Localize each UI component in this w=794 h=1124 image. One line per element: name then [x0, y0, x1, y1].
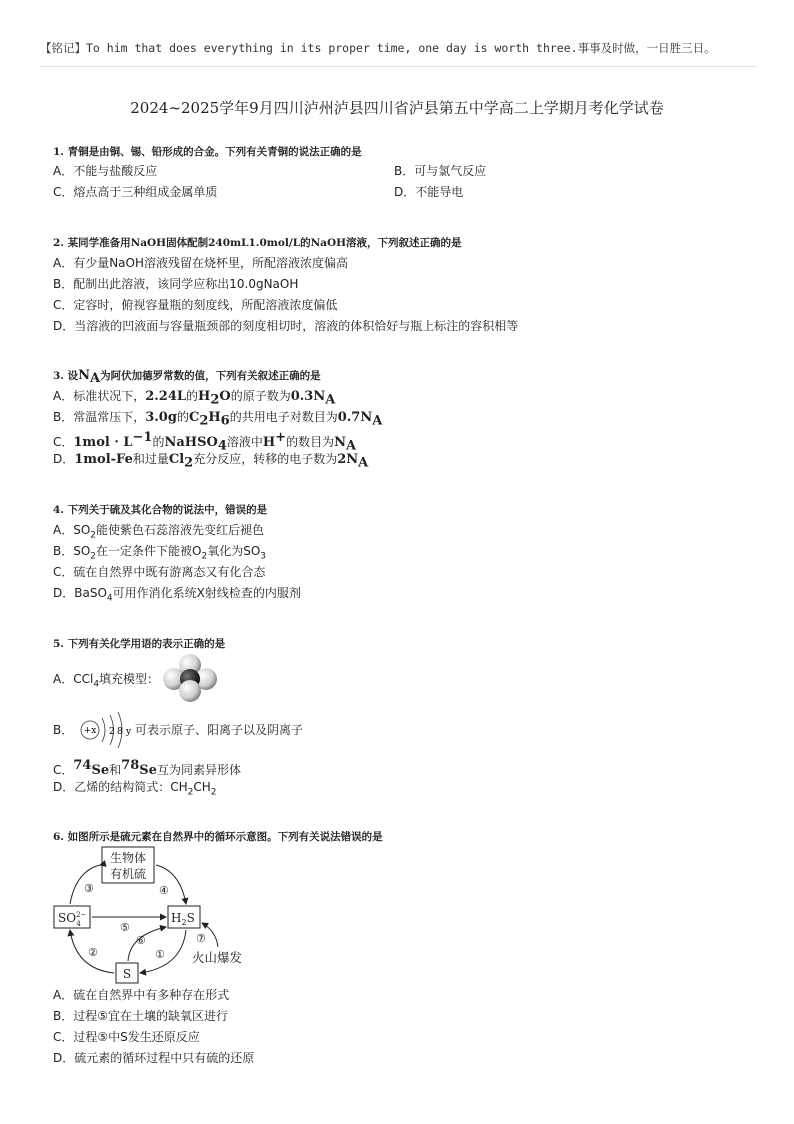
question-6-option-b: B．过程⑤宜在土壤的缺氧区进行: [53, 1009, 228, 1023]
q3-a-pre: A．标准状况下，: [53, 389, 146, 403]
question-4-option-c: C．硫在自然界中既有游离态又有化合态: [53, 565, 266, 579]
q4-a-sub: 2: [90, 530, 97, 541]
question-6-option-a: A．硫在自然界中有多种存在形式: [53, 988, 230, 1002]
q3-a-m3: O: [219, 389, 231, 404]
q3-d-mid: 和过量: [132, 452, 169, 466]
q3-a-mid2: 的原子数为: [230, 389, 291, 403]
label-6: ⑥: [136, 934, 146, 947]
q3-b-pre: B．常温常压下，: [53, 410, 146, 424]
question-5-option-a: [53, 671, 159, 692]
q3-b-mid: 的: [176, 410, 189, 424]
q3-c-m4: N: [334, 435, 346, 450]
q3-a-mid: 的: [186, 389, 199, 403]
q5-c-m2-sup: 78: [121, 758, 140, 773]
page-title: 2024~2025学年9月四川泸州泸县四川省泸县第五中学高二上学期月考化学试卷: [130, 99, 664, 117]
q3-a-m2: H: [198, 389, 211, 404]
q4-b-sub2: 2: [201, 551, 208, 562]
q3-c-m1-sup: −1: [132, 430, 153, 445]
q3-b-m1: 3.0g: [145, 410, 177, 425]
sulfate-so: SO: [58, 911, 77, 925]
question-3-stem: [53, 368, 321, 386]
box-organic-sulfur-line2: 有机硫: [109, 867, 147, 881]
question-5-option-c: [53, 758, 241, 779]
q3-a-m2-sub: 2: [210, 392, 220, 408]
q4-b-sub3: 3: [260, 551, 267, 562]
shell-1-electrons: 2: [109, 727, 115, 737]
q3-c-pre: C．: [53, 435, 74, 449]
q3-stem-pre: 3. 设: [53, 370, 79, 382]
question-6-option-d: D．硫元素的循环过程中只有硫的还原: [53, 1051, 255, 1065]
label-2: ②: [88, 946, 98, 959]
question-5-stem: 5. 下列有关化学用语的表示正确的是: [53, 638, 226, 650]
q4-a-post: 能使紫色石蕊溶液先变红后褪色: [96, 523, 265, 537]
atomic-structure-diagram: [78, 710, 136, 750]
q3-d-m2-sub: 2: [184, 455, 194, 471]
q4-b-mid: 在一定条件下能被O: [96, 544, 202, 558]
q3-d-pre: D．: [53, 452, 75, 466]
question-4-stem: 4. 下列关于硫及其化合物的说法中，错误的是: [53, 504, 268, 516]
ccl4-space-filling-model: [160, 653, 220, 703]
question-5-option-b-text: 可表示原子、阳离子以及阴离子: [135, 723, 304, 737]
h2s-h: H: [171, 911, 182, 925]
question-3-option-a: [53, 388, 335, 408]
header-divider: [40, 66, 756, 67]
nucleus-charge: +x: [83, 726, 97, 736]
question-6-option-c: C．过程⑤中S发生还原反应: [53, 1030, 200, 1044]
q3-c-m2-sub: 4: [217, 438, 227, 454]
q5-c-m2: Se: [139, 763, 157, 778]
shell-2-electrons: 8: [117, 727, 123, 737]
question-5-option-d: [53, 779, 217, 800]
q3-a-m1: 2.24L: [145, 389, 187, 404]
box-sulfur-label: S: [122, 967, 132, 981]
q3-d-m3: 2N: [337, 452, 359, 467]
q3-stem-na: N: [78, 368, 91, 383]
question-1-option-b: B．可与氯气反应: [394, 164, 487, 178]
question-3-option-b: [53, 409, 382, 429]
sulfur-cycle-diagram: [52, 843, 262, 988]
q3-c-m3-sup: +: [275, 430, 287, 445]
label-3: ③: [84, 882, 94, 895]
q5-d-mid: CH: [193, 780, 211, 794]
q3-c-m3: H: [262, 435, 276, 450]
motto-header: 【铭记】To him that does everything in its proper time, one day is worth three.事事及时做，一日胜三日。: [40, 41, 716, 55]
q4-d-post: 可用作消化系统X射线检查的内服剂: [112, 586, 301, 600]
q5-d-pre: D．乙烯的结构简式：CH: [53, 780, 188, 794]
shell-3-electrons: y: [126, 727, 132, 737]
question-2-option-c: C．定容时，俯视容量瓶的刻度线，所配溶液浓度偏低: [53, 298, 338, 312]
q4-b-pre: B．SO: [53, 544, 91, 558]
question-1-stem: 1. 青铜是由铜、锡、铅形成的合金。下列有关青铜的说法正确的是: [53, 146, 362, 158]
label-4: ④: [159, 884, 169, 897]
q3-c-mid2: 溶液中: [226, 435, 263, 449]
label-5: ⑤: [120, 921, 130, 934]
q3-b-m3: 0.7N: [337, 410, 373, 425]
h2s-s: S: [186, 911, 195, 925]
q5-c-post: 互为同素异形体: [156, 763, 241, 777]
label-1: ①: [155, 948, 165, 961]
q3-stem-post: 为阿伏加德罗常数的值，下列有关叙述正确的是: [100, 370, 321, 382]
q3-b-mid2: 的共用电子对数目为: [229, 410, 338, 424]
q3-d-m3-sub: A: [358, 455, 369, 471]
q3-c-m2: NaHSO: [164, 435, 218, 450]
question-1-option-a: A．不能与盐酸反应: [53, 164, 158, 178]
shell-arc-1: [102, 718, 105, 742]
sulfate-charge: 2−: [76, 911, 87, 919]
q3-c-m4-sub: A: [345, 438, 357, 454]
label-7: ⑦: [196, 932, 206, 945]
q3-c-mid3: 的数目为: [286, 435, 335, 449]
q4-b-sub1: 2: [90, 551, 97, 562]
q3-a-m4: 0.3N: [290, 389, 326, 404]
q3-b-m2-sub1: 2: [199, 413, 209, 429]
q4-d-pre: D．BaSO: [53, 586, 107, 600]
q5-c-mid: 和: [109, 763, 122, 777]
q5-a-pre: A．CCl: [53, 672, 94, 686]
question-6-stem: 6. 如图所示是硫元素在自然界中的循环示意图。下列有关说法错误的是: [53, 831, 383, 843]
q5-c-pre: C．: [53, 763, 74, 777]
question-3-option-d: [53, 451, 368, 471]
q3-c-m1: 1mol · L: [73, 435, 133, 450]
q3-stem-na-sub: A: [90, 371, 101, 387]
q3-c-mid: 的: [152, 435, 165, 449]
q3-d-m2: Cl: [168, 452, 185, 467]
q3-a-m4-sub: A: [325, 392, 336, 408]
q3-d-mid2: 充分反应，转移的电子数为: [193, 452, 338, 466]
q5-a-sub: 4: [93, 679, 100, 690]
q3-b-m2-sub2: 6: [220, 413, 230, 429]
h2s-sub: 2: [181, 918, 187, 927]
q5-d-sub1: 2: [187, 787, 194, 798]
q5-c-m1-sup: 74: [73, 758, 92, 773]
question-2-option-b: B．配制出此溶液，该同学应称出10.0gNaOH: [53, 277, 299, 291]
q3-b-m3-sub: A: [372, 413, 383, 429]
q5-a-post: 填充模型：: [99, 672, 160, 686]
q5-d-sub2: 2: [210, 787, 217, 798]
sulfate-sub: 4: [76, 920, 81, 928]
question-4-option-d: [53, 585, 301, 606]
q4-a-pre: A．SO: [53, 523, 91, 537]
question-4-option-a: [53, 522, 264, 543]
q5-c-m1: Se: [91, 763, 110, 778]
question-1-option-d: D．不能导电: [394, 185, 464, 199]
q4-d-sub: 4: [106, 593, 113, 604]
question-4-option-b: [53, 543, 266, 564]
q4-b-mid2: 氧化为SO: [207, 544, 261, 558]
question-2-option-a: A．有少量NaOH溶液残留在烧杯里，所配溶液浓度偏高: [53, 256, 349, 270]
question-2-stem: 2. 某同学准备用NaOH固体配制240mL1.0mol/L的NaOH溶液，下列叙述正确的是: [53, 237, 462, 249]
cl-atom-bottom: [179, 680, 201, 702]
question-1-option-c: C．熔点高于三种组成金属单质: [53, 185, 218, 199]
label-volcano: 火山爆发: [192, 950, 243, 965]
q3-d-m1: 1mol-Fe: [74, 452, 133, 467]
q3-b-m2: C: [188, 410, 200, 425]
question-5-option-b-label: B．: [53, 723, 74, 737]
box-organic-sulfur-line1: 生物体: [109, 851, 147, 865]
q3-b-m2b: H: [208, 410, 221, 425]
question-2-option-d: D．当溶液的凹液面与容量瓶颈部的刻度相切时，溶液的体积恰好与瓶上标注的容积相等: [53, 319, 519, 333]
